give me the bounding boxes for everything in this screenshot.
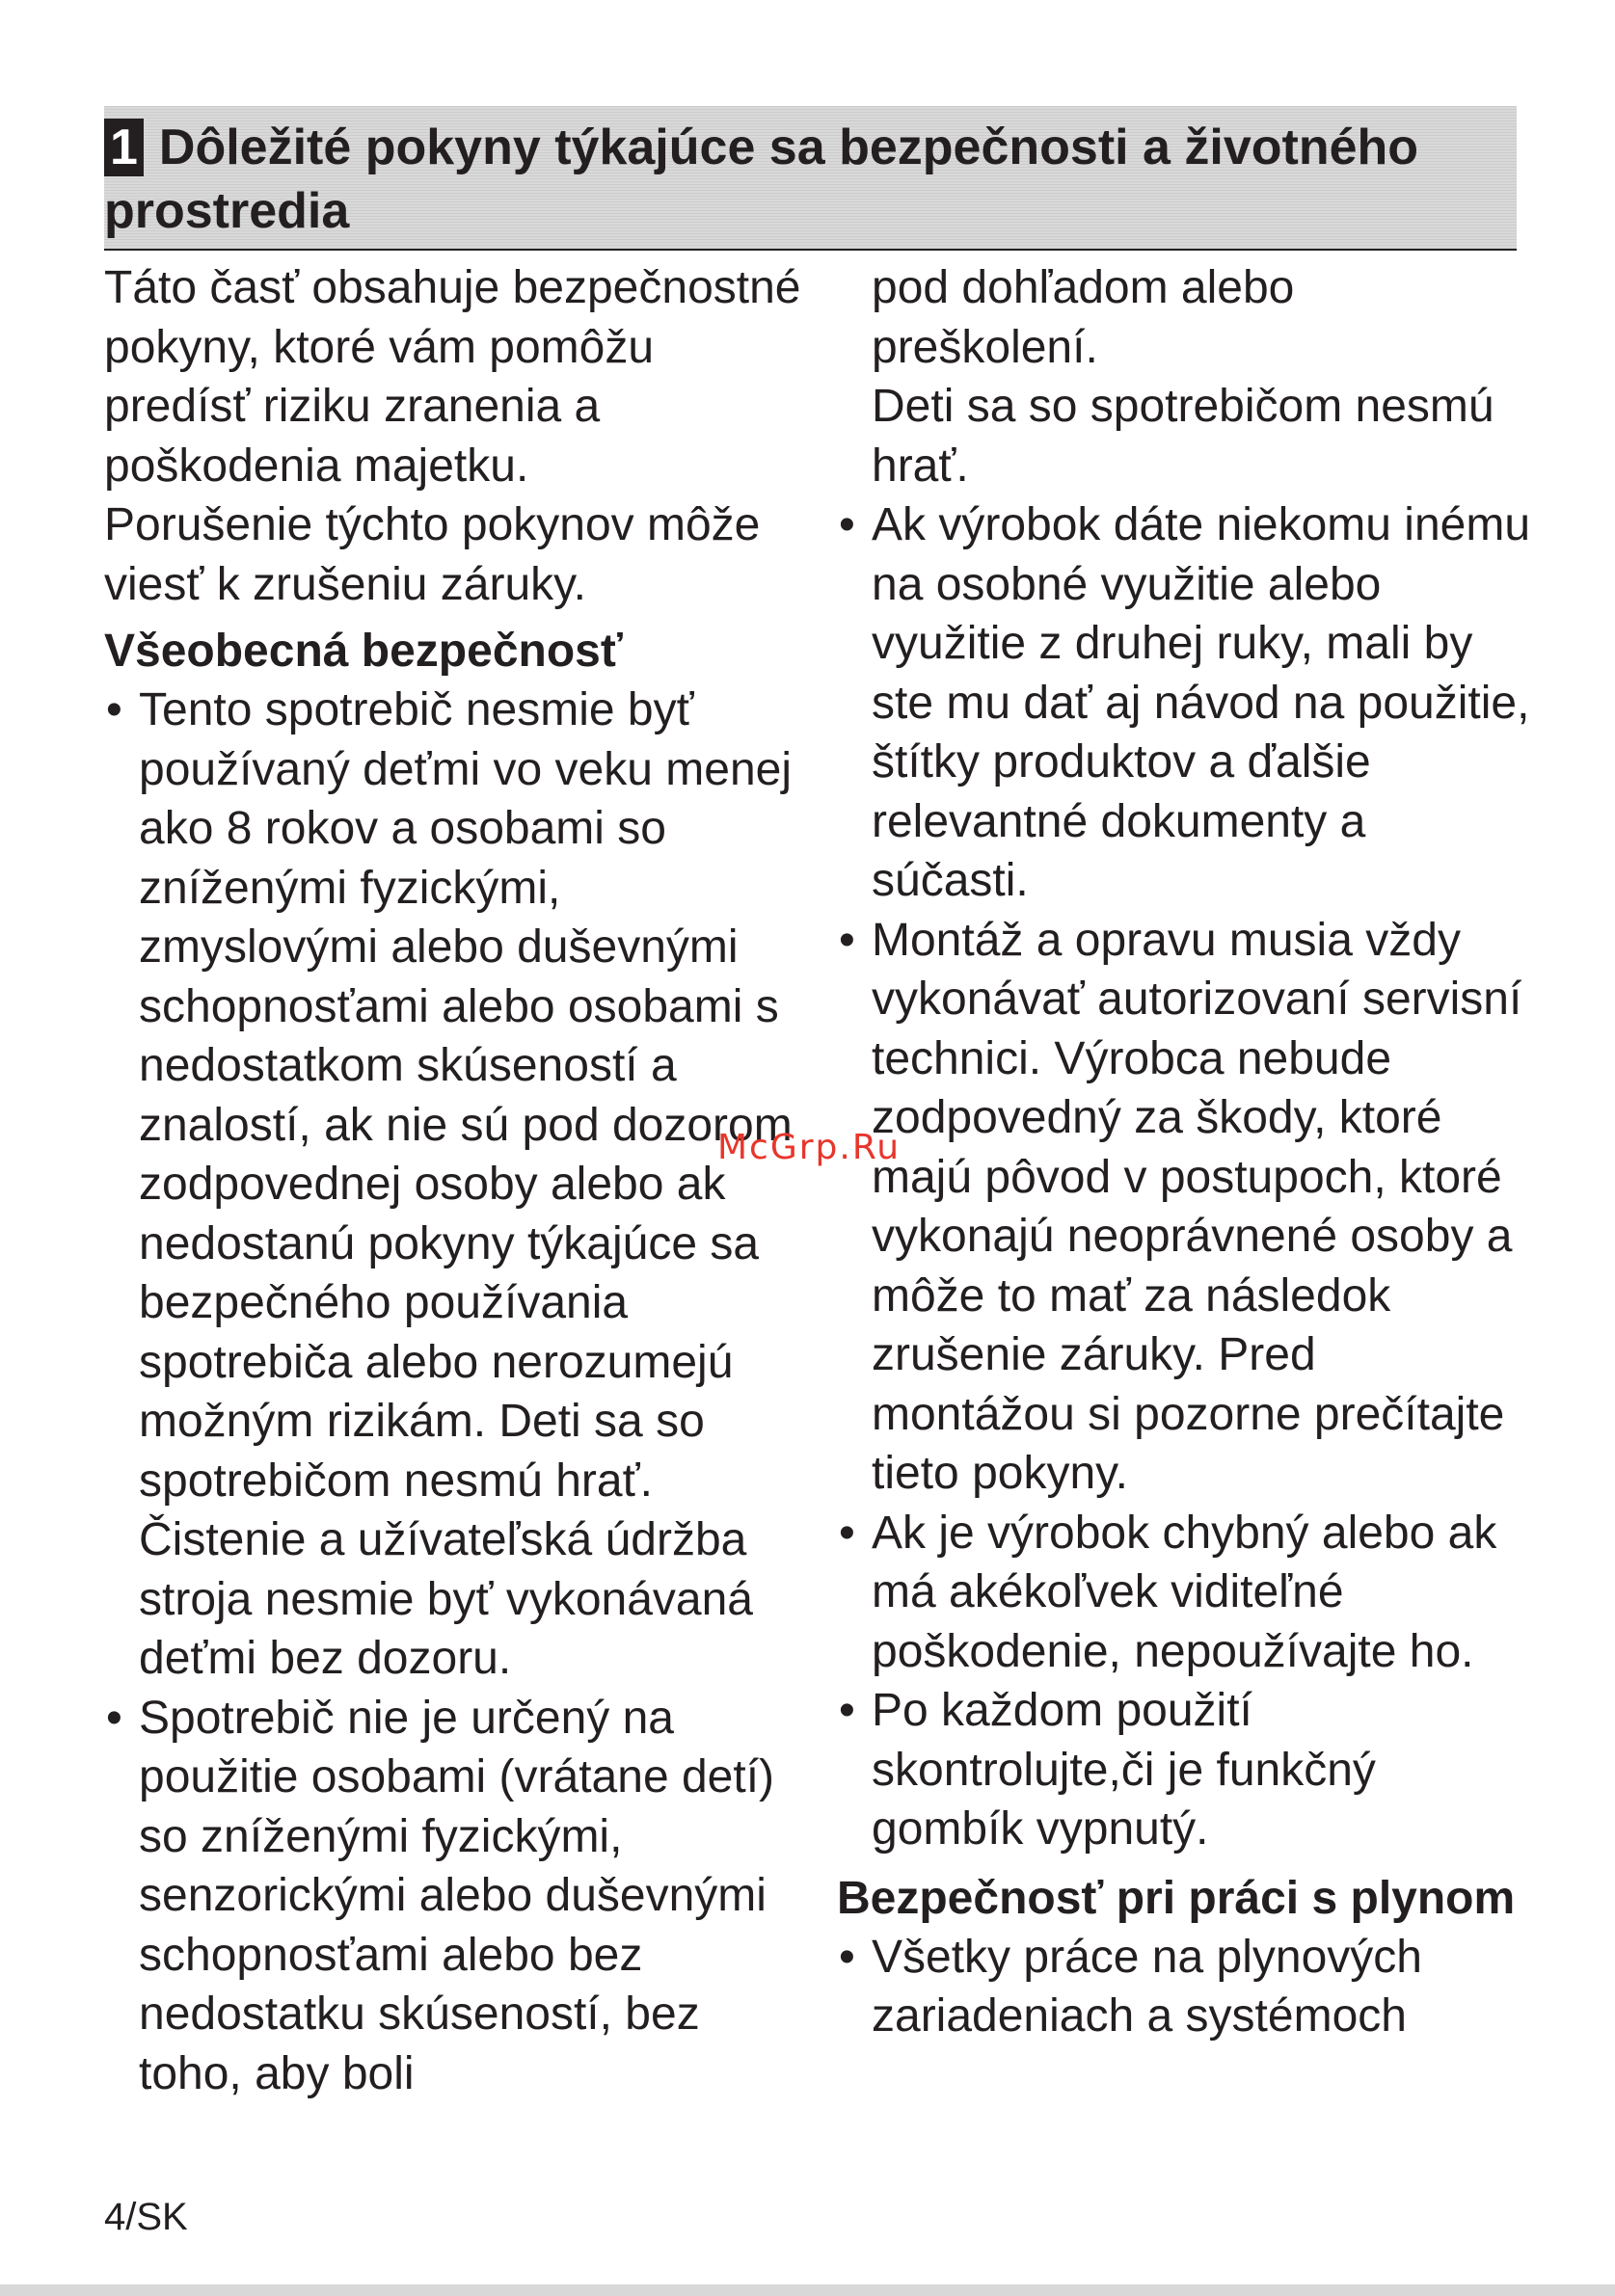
bottom-rule [0, 2284, 1615, 2296]
right-column [837, 258, 1531, 2046]
list-item: • Po každom použití skontrolujte,či je funkčný gombík vypnutý. [837, 1681, 1531, 1859]
general-safety-heading: Všeobecná bezpečnosť [104, 626, 623, 677]
list-item: • Ak je výrobok chybný alebo ak má akékoľvek viditeľné poškodenie, nepoužívajte ho. [837, 1504, 1531, 1682]
section-title-text: Dôležité pokyny týkajúce sa bezpečnosti a životného prostredia [104, 120, 1419, 239]
left-column [104, 258, 808, 2103]
list-item: • Ak výrobok dáte niekomu inému na osobné využitie alebo využitie z druhej ruky, mali by ste mu dať aj návod na použitie, štítky produktov a ďalšie relevantné dokumenty a súčasti. [837, 495, 1531, 911]
intro-paragraph: Táto časť obsahuje bezpečnostné pokyny, ktoré vám pomôžu predísť riziku zranenia a poškodenia majetku. [104, 262, 801, 492]
list-item: • Spotrebič nie je určený na použitie osobami (vrátane detí) so zníženými fyzickými, senzorickými alebo duševnými schopnosťami alebo bez nedostatku skúseností, bez toho, aby boli [104, 1689, 808, 2104]
general-safety-list [104, 681, 808, 2103]
list-item: • Všetky práce na plynových zariadeniach a systémoch [837, 1928, 1531, 2046]
section-number: 1 [104, 119, 144, 176]
intro-warranty-note: Porušenie týchto pokynov môže viesť k zrušeniu záruky. [104, 499, 761, 610]
continued-text: pod dohľadom alebo preškolení. [872, 262, 1295, 373]
page-number: 4/SK [104, 2196, 188, 2238]
general-safety-list-continued [837, 495, 1531, 1859]
list-item: • Montáž a opravu musia vždy vykonávať autorizovaní servisní technici. Výrobca nebude zodpovedný za škody, ktoré majú pôvod v postupoch, ktoré vykonajú neoprávnené osoby a môže to mať za následok zrušenie záruky. Pred montážou si pozorne prečítajte tieto pokyny. [837, 911, 1531, 1504]
watermark: McGrp.Ru [717, 1128, 902, 1167]
gas-safety-heading: Bezpečnosť pri práci s plynom [837, 1872, 1516, 1924]
gas-safety-list [837, 1928, 1531, 2046]
section-title [104, 116, 1454, 243]
list-item: • Tento spotrebič nesmie byť používaný deťmi vo veku menej ako 8 rokov a osobami so zníženými fyzickými, zmyslovými alebo duševnými schopnosťami alebo osobami s nedostatkom skúseností a znalostí, ak nie sú pod dozorom zodpovednej osoby alebo ak nedostanú pokyny týkajúce sa bezpečného používania spotrebiča alebo nerozumejú možným rizikám. Deti sa so spotrebičom nesmú hrať. Čistenie a užívateľská údržba stroja nesmie byť vykonávaná deťmi bez dozoru. [104, 681, 808, 1689]
section-header [104, 106, 1517, 251]
continued-text-children: Deti sa so spotrebičom nesmú hrať. [872, 381, 1494, 492]
